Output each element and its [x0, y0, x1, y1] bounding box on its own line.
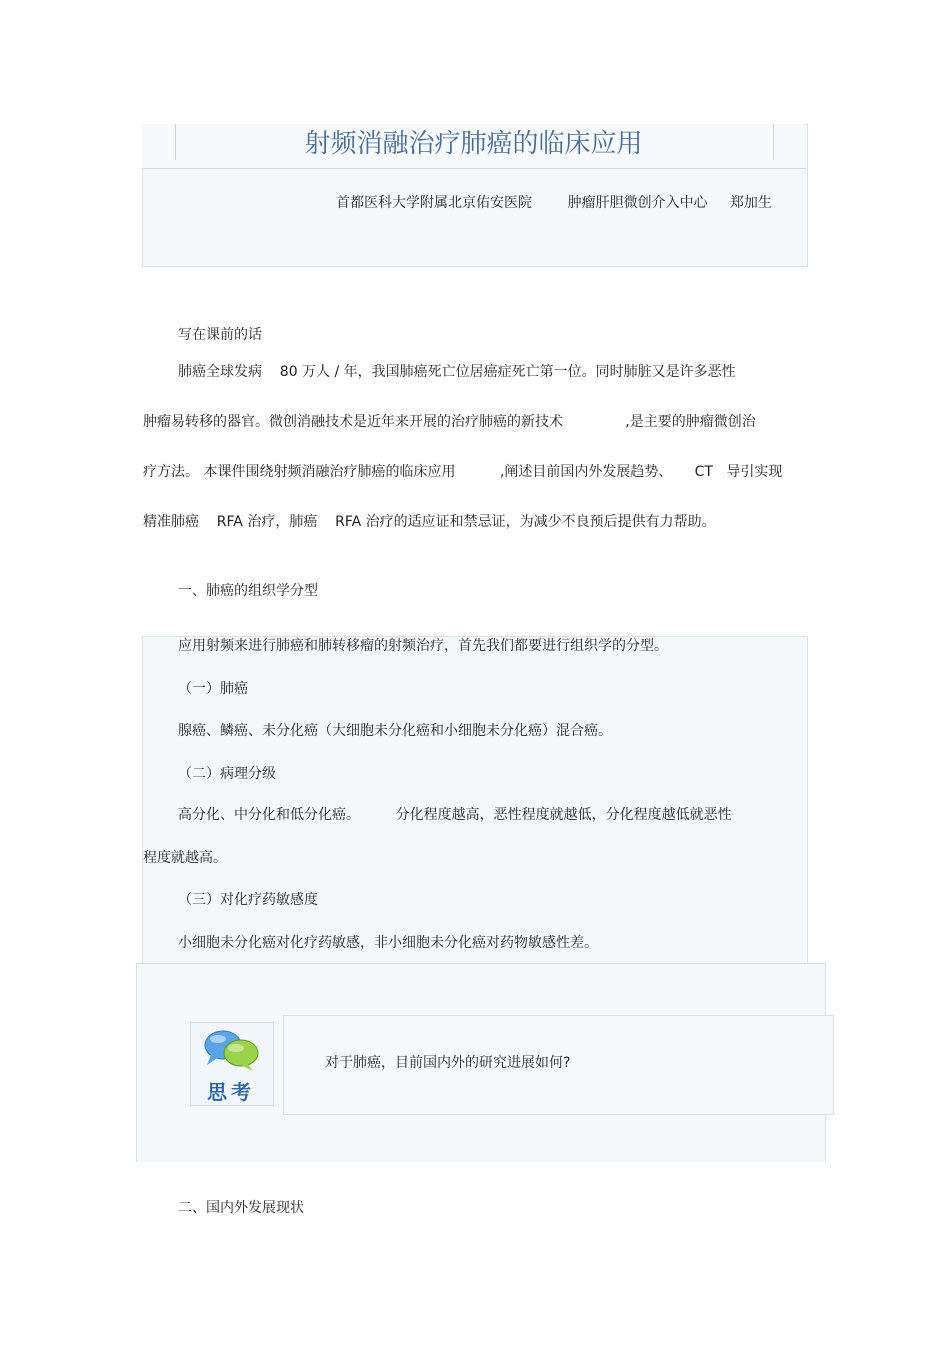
sub2-title: （二）病理分级 [178, 766, 276, 782]
intro-line-2: 肿瘤易转移的器官。微创消融技术是近年来开展的治疗肺癌的新技术 ,是主要的肿瘤微创治 [143, 414, 756, 430]
intro-line-4: 精准肺癌 RFA 治疗，肺癌 RFA 治疗的适应证和禁忌证，为减少不良预后提供有力帮助。 [143, 514, 716, 530]
think-question: 对于肺癌，目前国内外的研究进展如何? [325, 1055, 571, 1071]
section1-intro: 应用射频来进行肺癌和肺转移瘤的射频治疗，首先我们都要进行组织学的分型。 [178, 638, 668, 654]
intro-line-3: 疗方法。 本课件围绕射频消融治疗肺癌的临床应用 ,阐述目前国内外发展趋势、 CT 导引实现 [143, 464, 783, 480]
sub1-text: 腺癌、鳞癌、未分化癌（大细胞未分化癌和小细胞未分化癌）混合癌。 [178, 723, 612, 739]
author-line: 首都医科大学附属北京佑安医院 肿瘤肝胆微创介入中心 郑加生 [336, 195, 772, 211]
page-title: 射频消融治疗肺癌的临床应用 [304, 129, 643, 159]
sub3-title: （三）对化疗药敏感度 [178, 892, 318, 908]
section1-heading: 一、肺癌的组织学分型 [178, 583, 318, 599]
sub3-text: 小细胞未分化癌对化疗药敏感，非小细胞未分化癌对药物敏感性差。 [178, 935, 598, 951]
think-label: 思考 [207, 1080, 255, 1104]
sub1-title: （一）肺癌 [178, 681, 248, 697]
sub2-text-1: 高分化、中分化和低分化癌。 分化程度越高，恶性程度就越低，分化程度越低就恶性 [178, 807, 732, 823]
intro-heading: 写在课前的话 [178, 327, 262, 343]
section2-heading: 二、国内外发展现状 [178, 1200, 304, 1216]
intro-line-1: 肺癌全球发病 80 万人 / 年，我国肺癌死亡位居癌症死亡第一位。同时肺脏又是许多恶性 [178, 364, 736, 380]
sub2-text-2: 程度就越高。 [143, 850, 227, 866]
